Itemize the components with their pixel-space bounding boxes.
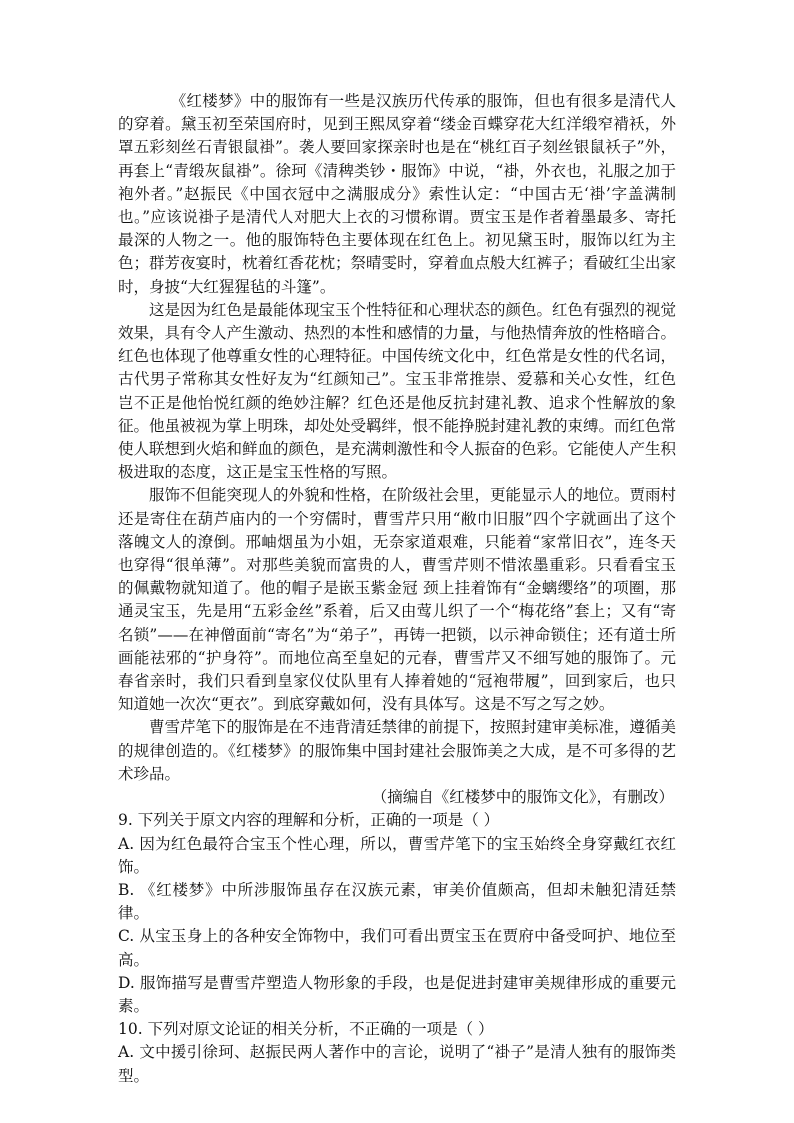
question-9-option-a: A. 因为红色最符合宝玉个性心理，所以，曹雪芹笔下的宝玉始终全身穿戴红衣红饰。	[118, 834, 676, 876]
question-10-option-a: A. 文中援引徐珂、赵振民两人著作中的言论，说明了“褂子”是清人独有的服饰类型。	[118, 1043, 676, 1085]
article-paragraph-2: 这是因为红色是最能体现宝玉个性特征和心理状态的颜色。红色有强烈的视觉效果，具有令人产生激动、热烈的本性和感情的力量，与他热情奔放的性格暗合。红色也体现了他尊重女性的心理特征。中国传统文化中，红色常是女性的代名词，古代男子常称其女性好友为“红颜知己”。宝玉非常推崇、爱慕和关心女性，红色岂不正是他怡悦红颜的绝妙注解？红色还是他反抗封建礼教、追求个性解放的象征。他虽被视为掌上明珠，却处处受羁绊，恨不能挣脱封建礼教的束缚。而红色常使人联想到火焰和鲜血的颜色，是充满刺激性和令人振奋的色彩。它能使人产生积极进取的态度，这正是宝玉性格的写照。	[118, 300, 677, 482]
question-10-stem: 10. 下列对原文论证的相关分析，不正确的一项是（ ）	[118, 1020, 494, 1039]
question-9-stem: 9. 下列关于原文内容的理解和分析，正确的一项是（ ）	[118, 811, 500, 830]
question-9-option-b: B. 《红楼梦》中所涉服饰虽存在汉族元素，审美价值颇高，但却未触犯清廷禁律。	[118, 880, 676, 923]
question-9-option-c: C. 从宝玉身上的各种安全饰物中，我们可看出贾宝玉在贾府中备受呵护、地位至高。	[118, 927, 676, 969]
article-paragraph-1: 《红楼梦》中的服饰有一些是汉族历代传承的服饰，但也有很多是清代人的穿着。黛玉初至荣国府时，见到王熙凤穿着“缕金百蝶穿花大红洋缎窄褙袄，外罩五彩刻丝石青银鼠褂”。袭人要回家探亲时也是在“桃红百子刻丝银鼠袄子”外，再套上“青缎灰鼠褂”。徐珂《清稗类钞・服饰》中说，“褂，外衣也，礼服之加于袍外者。”赵振民《中国衣冠中之满服成分》索性认定：“中国古无‘褂’字盖满制也。”应该说褂子是清代人对肥大上衣的习惯称谓。贾宝玉是作者着墨最多、寄托最深的人物之一。他的服饰特色主要体现在红色上。初见黛玉时，服饰以红为主色；群芳夜宴时，枕着红香花枕；祭晴雯时，穿着血点般大红裤子；看破红尘出家时，身披“大红猩猩毡的斗篷”。	[118, 92, 677, 296]
article-paragraph-4: 曹雪芹笔下的服饰是在不违背清廷禁律的前提下，按照封建审美标准，遵循美的规律创造的。《红楼梦》的服饰集中国封建社会服饰美之大成，是不可多得的艺术珍品。	[118, 718, 677, 783]
article-paragraph-3: 服饰不但能突现人的外貌和性格，在阶级社会里，更能显示人的地位。贾雨村还是寄住在葫芦庙内的一个穷儒时，曹雪芹只用“敝巾旧服”四个字就画出了这个落魄文人的潦倒。邢岫烟虽为小姐，无奈家道艰难，只能着“家常旧衣”，连冬天也穿得“很单薄”。对那些美貌而富贵的人，曹雪芹则不惜浓墨重彩。只看看宝玉的佩戴物就知道了。他的帽子是嵌玉紫金冠 颈上挂着饰有“金螭缨络”的项圈，那通灵宝玉，先是用“五彩金丝”系着，后又由莺儿织了一个“梅花络”套上；又有“寄名锁”——在神僧面前“寄名”为“弟子”，再铸一把锁，以示神命锁住；还有道士所画能祛邪的“护身符”。而地位高至皇妃的元春，曹雪芹又不细写她的服饰了。元春省亲时，我们只看到皇家仪仗队里有人捧着她的“冠袍带履”，回到家后，也只知道她一次次“更衣”。到底穿戴如何，没有具体写。这是不写之写之妙。	[118, 486, 677, 714]
article-source: （摘编自《红楼梦中的服饰文化》，有删改）	[371, 788, 674, 807]
document-body	[118, 90, 676, 1088]
question-9-option-d: D. 服饰描写是曹雪芹塑造人物形象的手段，也是促进封建审美规律形成的重要元素。	[118, 973, 676, 1015]
